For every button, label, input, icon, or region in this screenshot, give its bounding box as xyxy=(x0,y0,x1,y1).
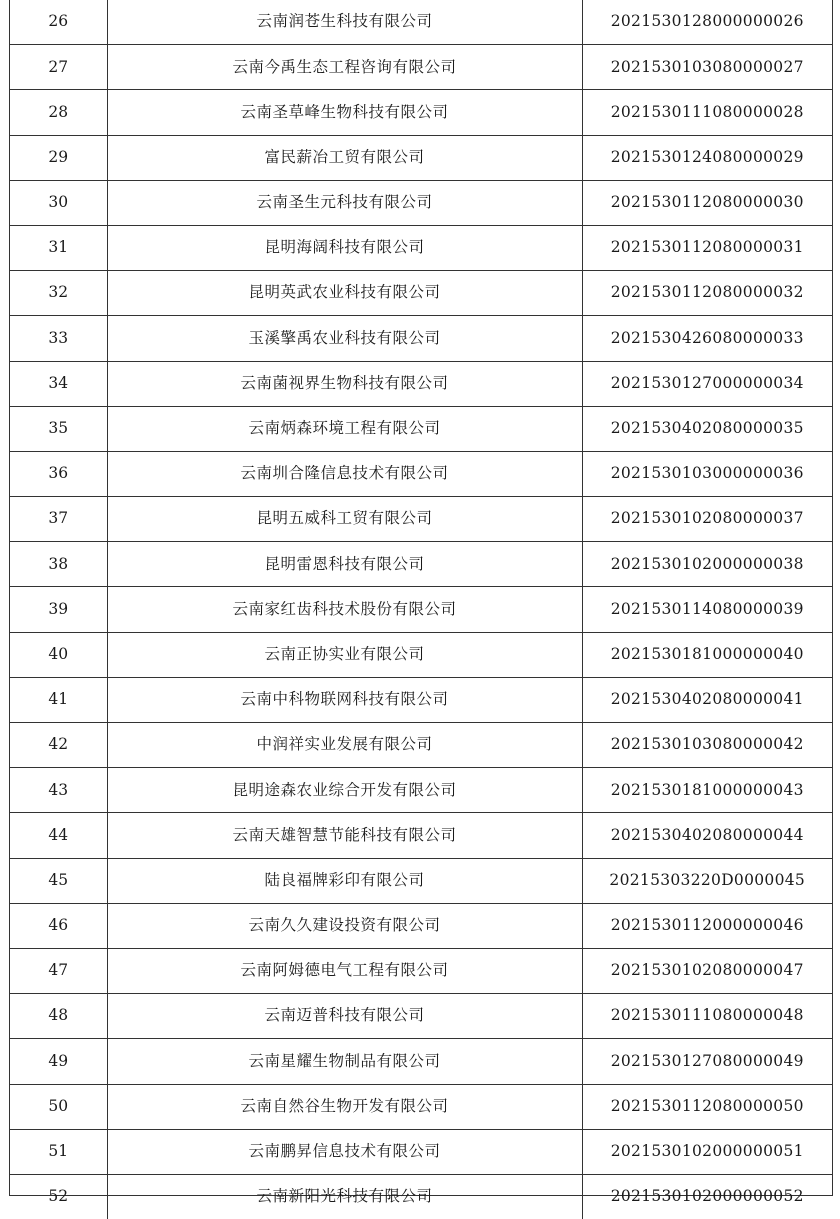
row-number: 28 xyxy=(10,90,107,135)
company-name: 云南圣草峰生物科技有限公司 xyxy=(107,90,582,135)
row-number: 44 xyxy=(10,813,107,858)
company-name: 云南久久建设投资有限公司 xyxy=(107,903,582,948)
registration-code: 2021530112000000046 xyxy=(582,903,832,948)
table-row xyxy=(10,90,832,135)
company-name: 云南新阳光科技有限公司 xyxy=(107,1174,582,1219)
company-name: 云南润苍生科技有限公司 xyxy=(107,0,582,45)
registration-code: 2021530426080000033 xyxy=(582,316,832,361)
table-row xyxy=(10,180,832,225)
row-number: 33 xyxy=(10,316,107,361)
registration-code: 2021530102000000038 xyxy=(582,542,832,587)
registration-code: 2021530114080000039 xyxy=(582,587,832,632)
registration-code: 2021530181000000040 xyxy=(582,632,832,677)
company-name: 云南今禹生态工程咨询有限公司 xyxy=(107,45,582,90)
company-name: 昆明五威科工贸有限公司 xyxy=(107,497,582,542)
row-number: 43 xyxy=(10,768,107,813)
row-number: 36 xyxy=(10,451,107,496)
row-number: 39 xyxy=(10,587,107,632)
table-row xyxy=(10,316,832,361)
table-row xyxy=(10,271,832,316)
table-row xyxy=(10,903,832,948)
registration-code: 2021530103080000042 xyxy=(582,723,832,768)
registration-code: 2021530111080000048 xyxy=(582,994,832,1039)
table-row xyxy=(10,858,832,903)
registration-code: 2021530103000000036 xyxy=(582,451,832,496)
table-row xyxy=(10,1129,832,1174)
registration-code: 2021530111080000028 xyxy=(582,90,832,135)
registration-code: 2021530102000000052 xyxy=(582,1174,832,1219)
row-number: 51 xyxy=(10,1129,107,1174)
registration-code: 2021530127080000049 xyxy=(582,1039,832,1084)
row-number: 38 xyxy=(10,542,107,587)
company-registry-table xyxy=(10,0,832,1219)
registration-code: 2021530112080000050 xyxy=(582,1084,832,1129)
registration-code: 2021530102080000047 xyxy=(582,948,832,993)
registration-code: 2021530112080000030 xyxy=(582,180,832,225)
company-name: 云南菌视界生物科技有限公司 xyxy=(107,361,582,406)
table-row xyxy=(10,948,832,993)
company-name: 昆明海阔科技有限公司 xyxy=(107,225,582,270)
table-row xyxy=(10,632,832,677)
table-row xyxy=(10,1039,832,1084)
company-name: 云南迈普科技有限公司 xyxy=(107,994,582,1039)
registration-code: 20215303220D0000045 xyxy=(582,858,832,903)
registration-code: 2021530402080000035 xyxy=(582,406,832,451)
registration-code: 2021530181000000043 xyxy=(582,768,832,813)
table-row xyxy=(10,497,832,542)
registration-code: 2021530402080000044 xyxy=(582,813,832,858)
row-number: 46 xyxy=(10,903,107,948)
registration-code: 2021530102000000051 xyxy=(582,1129,832,1174)
table-row xyxy=(10,723,832,768)
registration-code: 2021530124080000029 xyxy=(582,135,832,180)
row-number: 34 xyxy=(10,361,107,406)
company-name: 云南星耀生物制品有限公司 xyxy=(107,1039,582,1084)
registration-code: 2021530112080000032 xyxy=(582,271,832,316)
registration-code: 2021530102080000037 xyxy=(582,497,832,542)
table-row xyxy=(10,587,832,632)
registration-code: 2021530128000000026 xyxy=(582,0,832,45)
company-name: 云南家红齿科技术股份有限公司 xyxy=(107,587,582,632)
table-row xyxy=(10,406,832,451)
table-row xyxy=(10,677,832,722)
registry-table-body xyxy=(10,0,832,1219)
row-number: 52 xyxy=(10,1174,107,1219)
row-number: 27 xyxy=(10,45,107,90)
company-name: 中润祥实业发展有限公司 xyxy=(107,723,582,768)
table-row xyxy=(10,768,832,813)
company-name: 云南鹏昇信息技术有限公司 xyxy=(107,1129,582,1174)
row-number: 50 xyxy=(10,1084,107,1129)
row-number: 47 xyxy=(10,948,107,993)
row-number: 35 xyxy=(10,406,107,451)
company-name: 昆明途森农业综合开发有限公司 xyxy=(107,768,582,813)
company-name: 云南圳合隆信息技术有限公司 xyxy=(107,451,582,496)
company-name: 昆明英武农业科技有限公司 xyxy=(107,271,582,316)
company-name: 云南天雄智慧节能科技有限公司 xyxy=(107,813,582,858)
table-row xyxy=(10,1174,832,1219)
row-number: 40 xyxy=(10,632,107,677)
row-number: 31 xyxy=(10,225,107,270)
company-name: 昆明雷恩科技有限公司 xyxy=(107,542,582,587)
row-number: 29 xyxy=(10,135,107,180)
table-row xyxy=(10,225,832,270)
table-row xyxy=(10,0,832,45)
row-number: 37 xyxy=(10,497,107,542)
row-number: 49 xyxy=(10,1039,107,1084)
table-row xyxy=(10,994,832,1039)
row-number: 30 xyxy=(10,180,107,225)
table-row xyxy=(10,45,832,90)
row-number: 32 xyxy=(10,271,107,316)
table-row xyxy=(10,361,832,406)
company-name: 云南阿姆德电气工程有限公司 xyxy=(107,948,582,993)
row-number: 48 xyxy=(10,994,107,1039)
company-name: 陆良福牌彩印有限公司 xyxy=(107,858,582,903)
table-row xyxy=(10,135,832,180)
registration-code: 2021530402080000041 xyxy=(582,677,832,722)
company-name: 云南自然谷生物开发有限公司 xyxy=(107,1084,582,1129)
table-row xyxy=(10,1084,832,1129)
row-number: 42 xyxy=(10,723,107,768)
table-row xyxy=(10,451,832,496)
registry-table-sheet xyxy=(9,0,833,1206)
registration-code: 2021530112080000031 xyxy=(582,225,832,270)
company-name: 云南中科物联网科技有限公司 xyxy=(107,677,582,722)
company-name: 云南炳森环境工程有限公司 xyxy=(107,406,582,451)
row-number: 26 xyxy=(10,0,107,45)
table-row xyxy=(10,542,832,587)
company-name: 富民薪冶工贸有限公司 xyxy=(107,135,582,180)
company-name: 玉溪擎禹农业科技有限公司 xyxy=(107,316,582,361)
registration-code: 2021530127000000034 xyxy=(582,361,832,406)
company-name: 云南圣生元科技有限公司 xyxy=(107,180,582,225)
row-number: 45 xyxy=(10,858,107,903)
table-row xyxy=(10,813,832,858)
company-name: 云南正协实业有限公司 xyxy=(107,632,582,677)
row-number: 41 xyxy=(10,677,107,722)
registration-code: 2021530103080000027 xyxy=(582,45,832,90)
